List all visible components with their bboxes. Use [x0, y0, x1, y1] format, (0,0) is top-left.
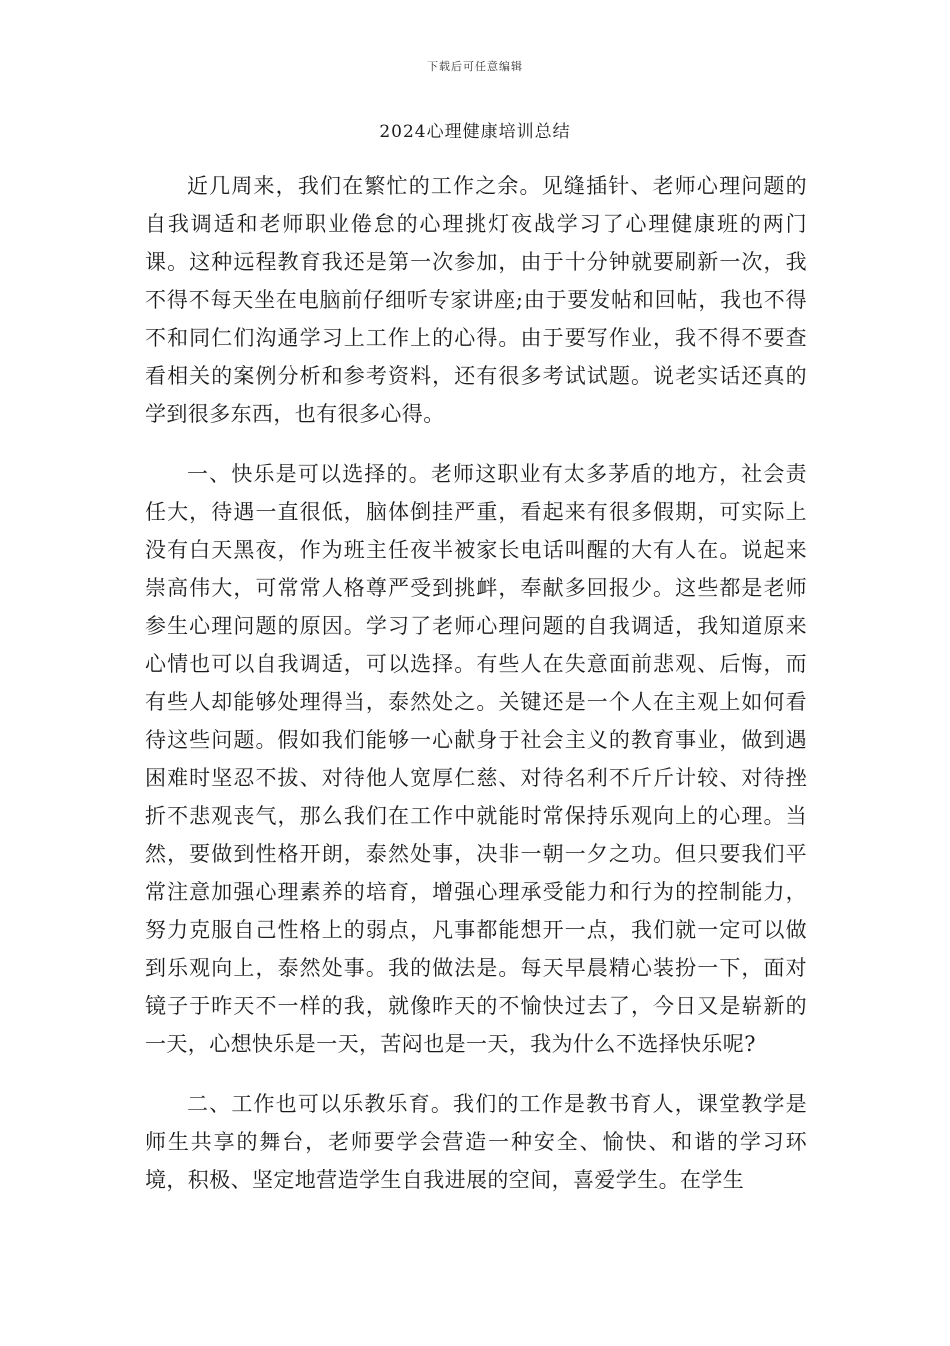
paragraph-section-2: 二、工作也可以乐教乐育。我们的工作是教书育人，课堂教学是师生共享的舞台，老师要学会营造一种安全、愉快、和谐的学习环境，积极、坚定地营造学生自我进展的空间，喜爱学生。在学生	[145, 1092, 807, 1192]
paragraph-section-1: 一、快乐是可以选择的。老师这职业有太多茅盾的地方，社会责任大，待遇一直很低，脑体倒挂严重，看起来有很多假期，可实际上没有白天黑夜，作为班主任夜半被家长电话叫醒的大有人在。说起来崇高伟大，可常常人格尊严受到挑衅，奉献多回报少。这些都是老师参生心理问题的原因。学习了老师心理问题的自我调适，我知道原来心情也可以自我调适，可以选择。有些人在失意面前悲观、后悔，而有些人却能够处理得当，泰然处之。关键还是一个人在主观上如何看待这些问题。假如我们能够一心献身于社会主义的教育事业，做到遇困难时坚忍不拔、对待他人宽厚仁慈、对待名利不斤斤计较、对待挫折不悲观丧气，那么我们在工作中就能时常保持乐观向上的心理。当然，要做到性格开朗，泰然处事，决非一朝一夕之功。但只要我们平常注意加强心理素养的培育，增强心理承受能力和行为的控制能力，努力克服自己性格上的弱点，凡事都能想开一点，我们就一定可以做到乐观向上，泰然处事。我的做法是。每天早晨精心装扮一下，面对镜子于昨天不一样的我，就像昨天的不愉快过去了，今日又是崭新的一天，心想快乐是一天，苦闷也是一天，我为什么不选择快乐呢?	[145, 462, 807, 1056]
document-title: 2024心理健康培训总结	[379, 122, 571, 142]
header-note: 下载后可任意编辑	[427, 60, 523, 73]
document-body	[145, 167, 807, 1221]
paragraph-intro: 近几周来，我们在繁忙的工作之余。见缝插针、老师心理问题的自我调适和老师职业倦怠的心理挑灯夜战学习了心理健康班的两门课。这种远程教育我还是第一次参加，由于十分钟就要刷新一次，我不得不每天坐在电脑前仔细听专家讲座;由于要发帖和回帖，我也不得不和同仁们沟通学习上工作上的心得。由于要写作业，我不得不要查看相关的案例分析和参考资料，还有很多考试试题。说老实话还真的学到很多东西，也有很多心得。	[145, 174, 807, 426]
